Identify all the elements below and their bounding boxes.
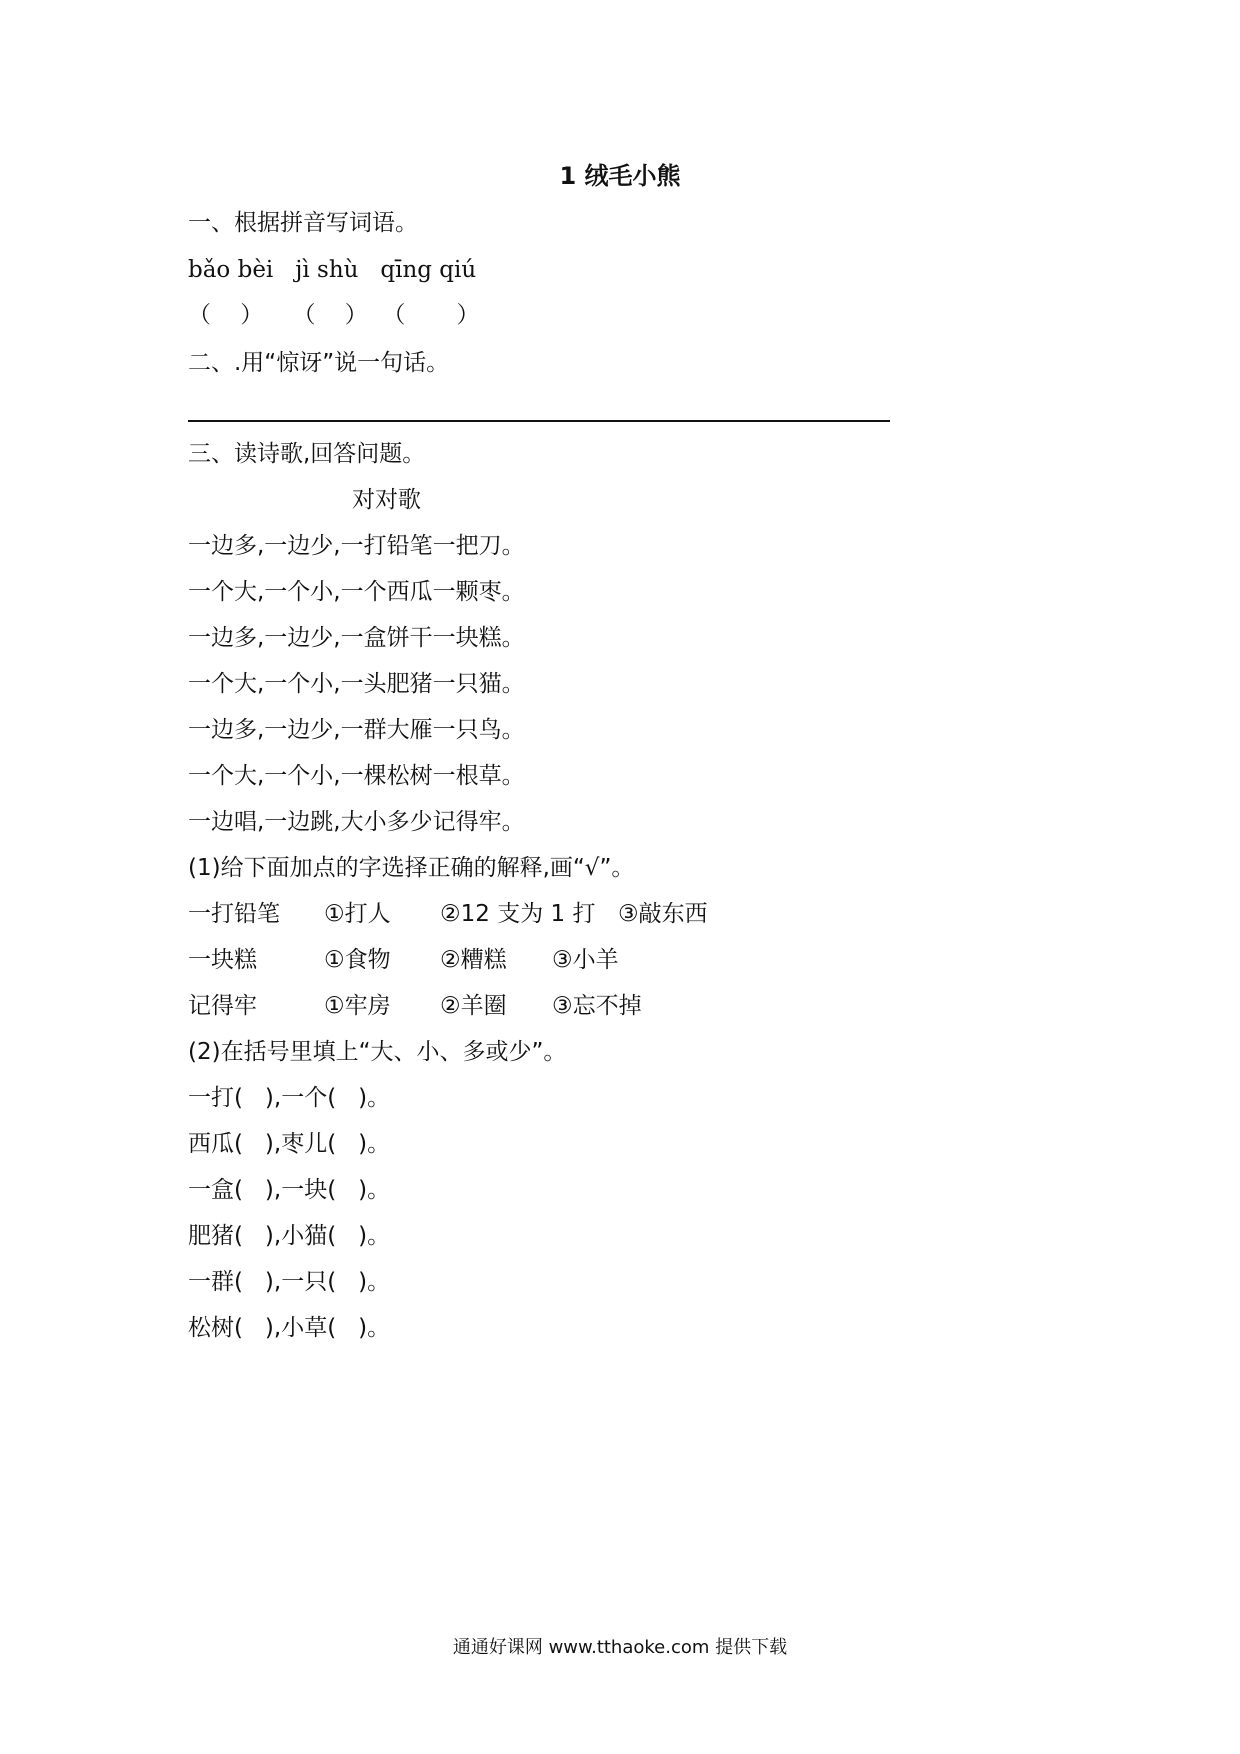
q1-option: ③敲东西	[618, 901, 708, 927]
footer-credit: 通通好课网 www.tthaoke.com 提供下载	[452, 1637, 788, 1658]
poem-line: 一个大,一个小,一头肥猪一只猫。	[188, 671, 525, 697]
q1-word: 记得牢	[188, 993, 257, 1019]
q1-option: ②12 支为 1 打	[440, 901, 596, 927]
q1-option: ①打人	[324, 901, 391, 927]
poem-line: 一个大,一个小,一个西瓜一颗枣。	[188, 579, 525, 605]
fill-in-line: 一盒( ),一块( )。	[188, 1177, 391, 1203]
poem-line: 一边多,一边少,一群大雁一只鸟。	[188, 717, 525, 743]
pinyin-row: bǎo bèi jì shù qīng qiú	[188, 257, 477, 283]
poem-line: 一边多,一边少,一打铅笔一把刀。	[188, 533, 525, 559]
q1-option: ②羊圈	[440, 993, 507, 1019]
question1-prompt: (1)给下面加点的字选择正确的解释,画“√”。	[188, 855, 635, 881]
question2-prompt: (2)在括号里填上“大、小、多或少”。	[188, 1039, 567, 1065]
q1-option: ②糟糕	[440, 947, 507, 973]
q1-word: 一打铅笔	[188, 901, 280, 927]
answer-line	[188, 420, 890, 422]
poem-title: 对对歌	[352, 487, 421, 513]
page-title: 1 绒毛小熊	[559, 162, 681, 190]
section1-heading: 一、根据拼音写词语。	[188, 210, 418, 236]
fill-in-line: 一打( ),一个( )。	[188, 1085, 391, 1111]
poem-line: 一边多,一边少,一盒饼干一块糕。	[188, 625, 525, 651]
fill-in-line: 一群( ),一只( )。	[188, 1269, 391, 1295]
q1-option: ③忘不掉	[552, 993, 642, 1019]
fill-in-line: 松树( ),小草( )。	[188, 1315, 391, 1341]
q1-word: 一块糕	[188, 947, 257, 973]
poem-line: 一个大,一个小,一棵松树一根草。	[188, 763, 525, 789]
fill-in-line: 肥猪( ),小猫( )。	[188, 1223, 391, 1249]
answer-brackets-row: （ ） （ ） （ ）	[188, 302, 480, 328]
q1-option: ③小羊	[552, 947, 619, 973]
poem-line: 一边唱,一边跳,大小多少记得牢。	[188, 809, 525, 835]
fill-in-line: 西瓜( ),枣儿( )。	[188, 1131, 391, 1157]
section2-heading: 二、.用“惊讶”说一句话。	[188, 350, 450, 376]
section3-heading: 三、读诗歌,回答问题。	[188, 441, 426, 467]
q1-option: ①食物	[324, 947, 391, 973]
q1-option: ①牢房	[324, 993, 391, 1019]
